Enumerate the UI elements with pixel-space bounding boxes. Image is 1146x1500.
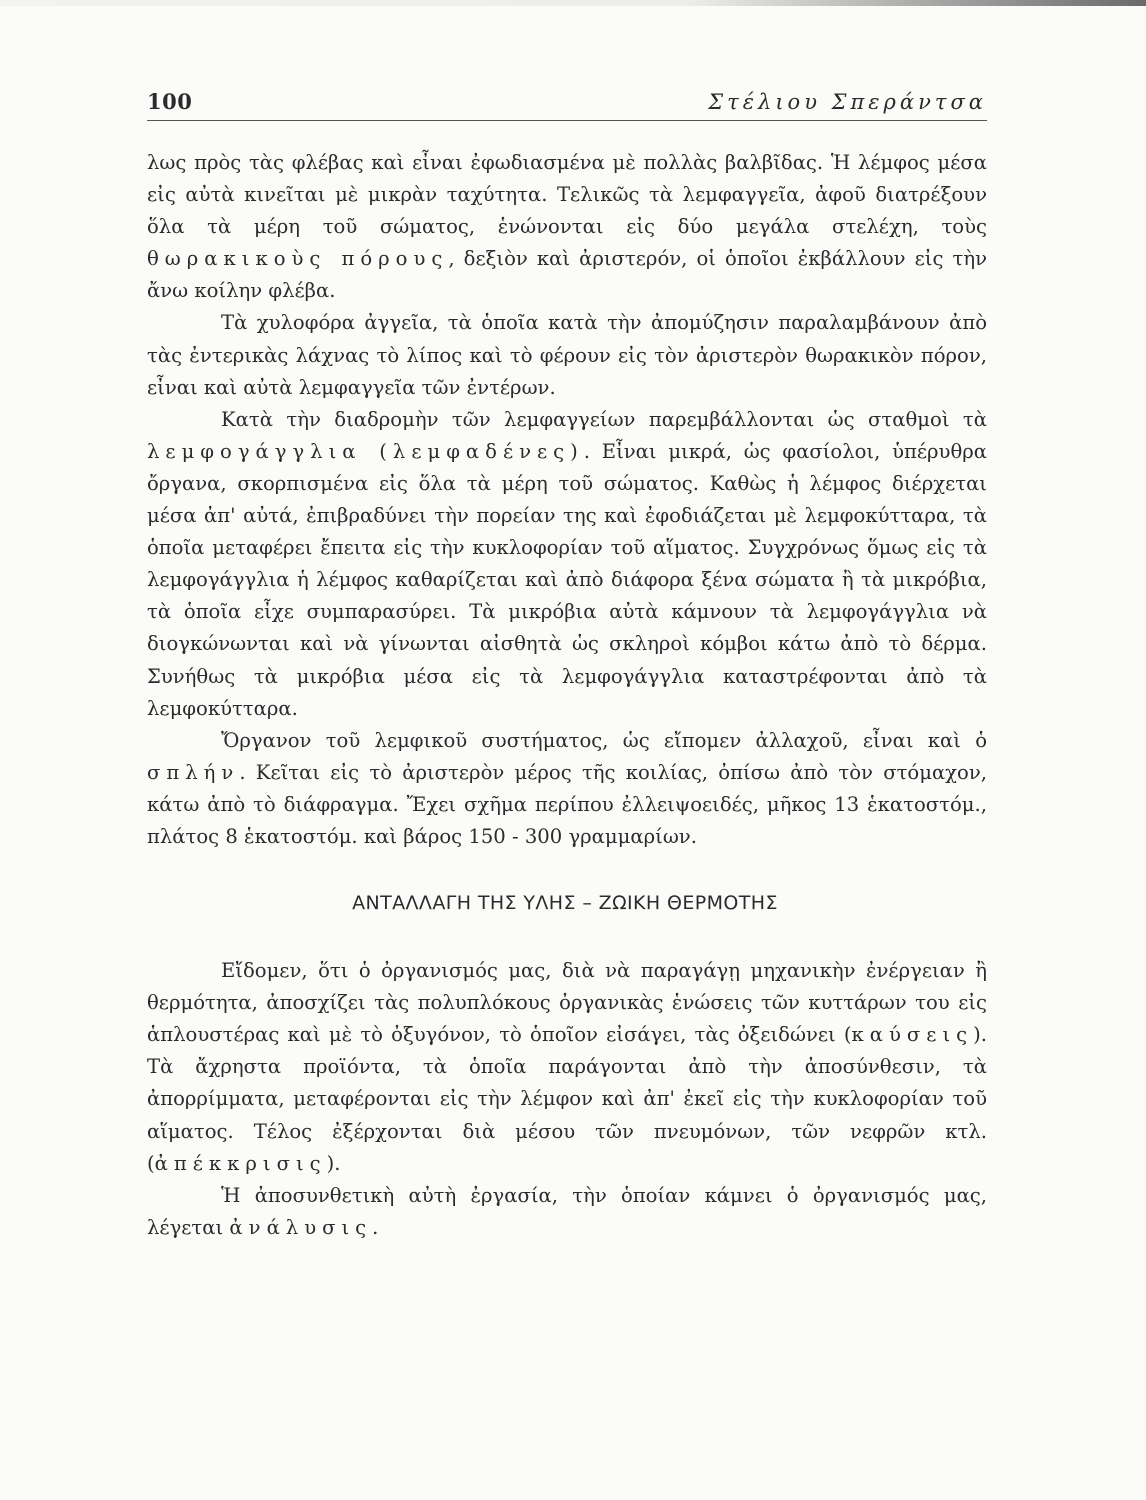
term-catabolism: ἀνάλυσις [229,1215,373,1239]
paragraph-5-end: ). [326,1151,341,1175]
paragraph-1-end: , δεξιὸν καὶ ἀριστερόν, οἱ ὁποῖοι ἐκβάλλουν εἰς τὴν ἄνω κοίλην φλέβα. [147,247,987,303]
paragraph-4-start: Ὄργανον τοῦ λεμφικοῦ συστήματος, ὡς εἴπομεν ἀλλαχοῦ, εἶναι καὶ ὁ [221,728,987,752]
paragraph-3-start: Κατὰ τὴν διαδρομὴν τῶν λεμφαγγείων παρεμβάλλονται ὡς σταθμοὶ τὰ [221,407,987,431]
page-header [147,88,987,121]
paragraph-5-mid: ). Τὰ ἄχρηστα προϊόντα, τὰ ὁποῖα παράγονται ἀπὸ τὴν ἀποσύνθεσιν, τὰ ἀπορρίμματα, μεταφέρονται εἰς τὴν λέμφον καὶ ἀπ' ἐκεῖ εἰς τὴν κυκλοφορίαν τοῦ αἵματος. Τέλος ἐξέρχονται διὰ μέσου τῶν πνευμόνων, τῶν νεφρῶν κτλ. ( [147,1023,987,1175]
paragraph-3-end: . Εἶναι μικρά, ὡς φασίολοι, ὑπέρυθρα ὄργανα, σκορπισμένα εἰς ὅλα τὰ μέρη τοῦ σώματος. Καθὼς ἡ λέμφος διέρχεται μέσα ἀπ' αὐτά, ἐπιβραδύνει τὴν πορείαν της καὶ ἐφοδιάζεται μὲ λεμφοκύτταρα, τὰ ὁποῖα μεταφέρει ἔπειτα εἰς τὴν κυκλοφορίαν τοῦ αἵματος. Συγχρόνως ὅμως εἰς τὰ λεμφογάγγλια ἡ λέμφος καθαρίζεται καὶ ἀπὸ διάφορα ξένα σώματα ἢ τὰ μικρόβια, τὰ ὁποῖα εἶχε συμπαρασύρει. Τὰ μικρόβια αὐτὰ κάμνουν τὰ λεμφογάγγλια νὰ διογκώνωνται καὶ νὰ γίνωνται αἰσθητὰ ὡς σκληροὶ κόμβοι κάτω ἀπὸ τὸ δέρμα. Συνήθως τὰ μικρόβια μέσα εἰς τὰ λεμφογάγγλια καταστρέφονται ἀπὸ τὰ λεμφοκύτταρα. [147,439,987,720]
running-head: Στέλιου Σπεράντσα [708,90,987,114]
paragraph-6-start: Ἡ ἀποσυνθετικὴ αὐτὴ ἐργασία, τὴν ὁποίαν κάμνει ὁ ὀργανισμός μας, λέγεται [147,1183,987,1239]
paragraph-6-end: . [372,1215,379,1239]
term-lymph-nodes: λεμφογάγγλια (λεμφαδένες) [147,439,584,463]
term-excretion: ἀπέκκρισις [154,1151,327,1175]
scan-top-edge [0,0,1146,6]
paragraph-1-text: λως πρὸς τὰς φλέβας καὶ εἶναι ἐφωδιασμένα μὲ πολλὰς βαλβῖδας. Ἡ λέμφος μέσα εἰς αὐτὰ κινεῖται μὲ μικρὰν ταχύτητα. Τελικῶς τὰ λεμφαγγεῖα, ἀφοῦ διατρέξουν ὅλα τὰ μέρη τοῦ σώματος, ἑνώνονται εἰς δύο μεγάλα στελέχη, τοὺς [147,151,987,239]
paragraph-3 [147,404,987,725]
term-spleen: σπλήν [147,760,240,784]
section-title: ΑΝΤΑΛΛΑΓΗ ΤΗΣ ΥΛΗΣ – ΖΩΙΚΗ ΘΕΡΜΟΤΗΣ [352,892,778,915]
paragraph-5-start: Εἴδομεν, ὅτι ὁ ὀργανισμός μας, διὰ νὰ παραγάγῃ μηχανικὴν ἐνέργειαν ἢ θερμότητα, ἀποσχίζει τὰς πολυπλόκους ὀργανικὰς ἑνώσεις τῶν κυττάρων του εἰς ἁπλουστέρας καὶ μὲ τὸ ὀξυγόνον, τὸ ὁποῖον εἰσάγει, τὰς ὀξειδώνει ( [147,959,987,1047]
term-combustion: καύσεις [851,1023,974,1047]
paragraph-4-end: . Κεῖται εἰς τὸ ἀριστερὸν μέρος τῆς κοιλίας, ὀπίσω ἀπὸ τὸν στόμαχον, κάτω ἀπὸ τὸ διάφραγμα. Ἔχει σχῆμα περίπου ἐλλειψοειδές, μῆκος 13 ἑκατοστόμ., πλάτος 8 ἑκατοστόμ. καὶ βάρος 150 - 300 γραμμαρίων. [147,760,987,848]
term-thoracic-ducts: θωρακικοὺς πόρους [147,247,449,271]
paragraph-6 [147,1180,987,1244]
book-page [147,88,987,1244]
paragraph-4 [147,725,987,853]
page-body [147,147,987,1244]
paragraph-1 [147,147,987,307]
paragraph-5 [147,955,987,1180]
paragraph-2: Τὰ χυλοφόρα ἀγγεῖα, τὰ ὁποῖα κατὰ τὴν ἀπομύζησιν παραλαμβάνουν ἀπὸ τὰς ἐντερικὰς λάχνας τὸ λίπος καὶ τὸ φέρουν εἰς τὸν ἀριστερὸν θωρακικὸν πόρον, εἶναι καὶ αὐτὰ λεμφαγγεῖα τῶν ἐντέρων. [147,311,987,399]
page-number: 100 [147,89,193,114]
